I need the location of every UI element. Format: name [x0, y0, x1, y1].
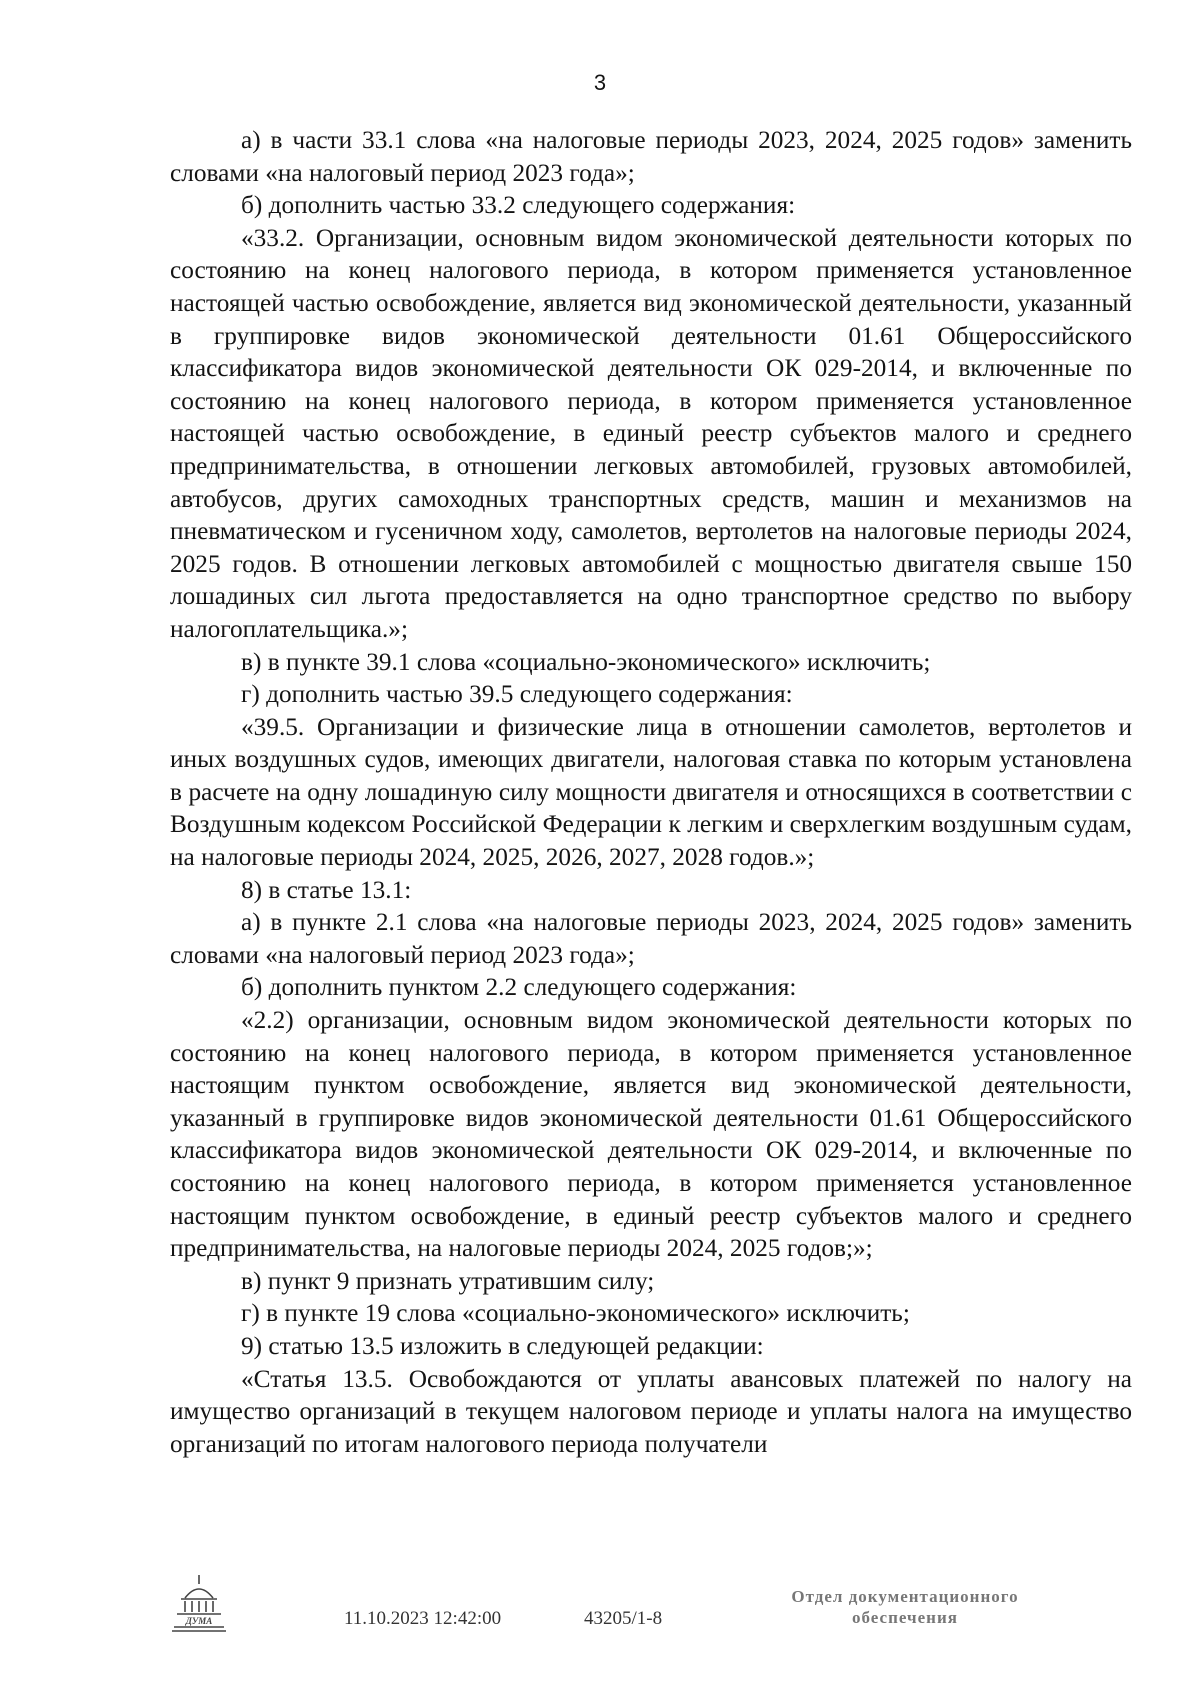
paragraph: б) дополнить частью 33.2 следующего содержания: — [241, 191, 796, 220]
stamp-line: Отдел документационного — [791, 1587, 1019, 1606]
page-number: 3 — [593, 70, 607, 95]
department-stamp — [740, 1586, 1070, 1628]
paragraph: а) в части 33.1 слова «на налоговые периоды 2023, 2024, 2025 годов» заменить словами «на налоговый период 2023 года»; — [170, 126, 1132, 187]
paragraph: 8) в статье 13.1: — [241, 875, 412, 904]
paragraph: г) дополнить частью 39.5 следующего содержания: — [241, 680, 793, 709]
paragraph: «2.2) организации, основным видом экономической деятельности которых по состоянию на конец налогового периода, в котором применяется установленное настоящим пунктом освобождение, является вид экономической деятельности, указанный в группировке видов экономической деятельности 01.61 Общероссийского классификатора видов экономической деятельности ОК 029-2014, и включенные по состоянию на конец налогового периода, в котором применяется установленное настоящим пунктом освобождение, в единый реестр субъектов малого и среднего предпринимательства, на налоговые периоды 2024, 2025 годов;»; — [170, 1006, 1132, 1263]
paragraph: а) в пункте 2.1 слова «на налоговые периоды 2023, 2024, 2025 годов» заменить словами «на налоговый период 2023 года»; — [170, 908, 1132, 969]
paragraph: в) в пункте 39.1 слова «социально-экономического» исключить; — [241, 647, 931, 676]
paragraph: г) в пункте 19 слова «социально-экономического» исключить; — [241, 1299, 910, 1328]
paragraph: «33.2. Организации, основным видом экономической деятельности которых по состоянию на конец налогового периода, в котором применяется установленное настоящей частью освобождение, является вид экономической деятельности, указанный в группировке видов экономической деятельности 01.61 Общероссийского классификатора видов экономической деятельности ОК 029-2014, и включенные по состоянию на конец налогового периода, в котором применяется установленное настоящей частью освобождение, в единый реестр субъектов малого и среднего предпринимательства, в отношении легковых автомобилей, грузовых автомобилей, автобусов, других самоходных транспортных средств, машин и механизмов на пневматическом и гусеничном ходу, самолетов, вертолетов на налоговые периоды 2024, 2025 годов. В отношении легковых автомобилей с мощностью двигателя свыше 150 лошадиных сил льгота предоставляется на одно транспортное средство по выбору налогоплательщика.»; — [170, 223, 1132, 643]
registration-datetime: 11.10.2023 12:42:00 — [344, 1608, 502, 1629]
paragraph: 9) статью 13.5 изложить в следующей редакции: — [241, 1331, 764, 1360]
paragraph: в) пункт 9 признать утратившим силу; — [241, 1266, 655, 1295]
emblem-text: ДУМА — [185, 1616, 213, 1626]
stamp-line: обеспечения — [852, 1608, 958, 1627]
body-text — [170, 124, 1132, 1460]
paragraph: «Статья 13.5. Освобождаются от уплаты авансовых платежей по налогу на имущество организаций в текущем налоговом периоде и уплаты налога на имущество организаций по итогам налогового периода получатели — [170, 1364, 1132, 1458]
duma-emblem-icon — [168, 1572, 230, 1636]
paragraph: «39.5. Организации и физические лица в отношении самолетов, вертолетов и иных воздушных судов, имеющих двигатели, налоговая ставка по которым установлена в расчете на одну лошадиную силу мощности двигателя и относящихся в соответствии с Воздушным кодексом Российской Федерации к легким и сверхлегким воздушным судам, на налоговые периоды 2024, 2025, 2026, 2027, 2028 годов.»; — [170, 712, 1132, 872]
paragraph: б) дополнить пунктом 2.2 следующего содержания: — [241, 973, 797, 1002]
registration-number: 43205/1-8 — [584, 1608, 663, 1629]
